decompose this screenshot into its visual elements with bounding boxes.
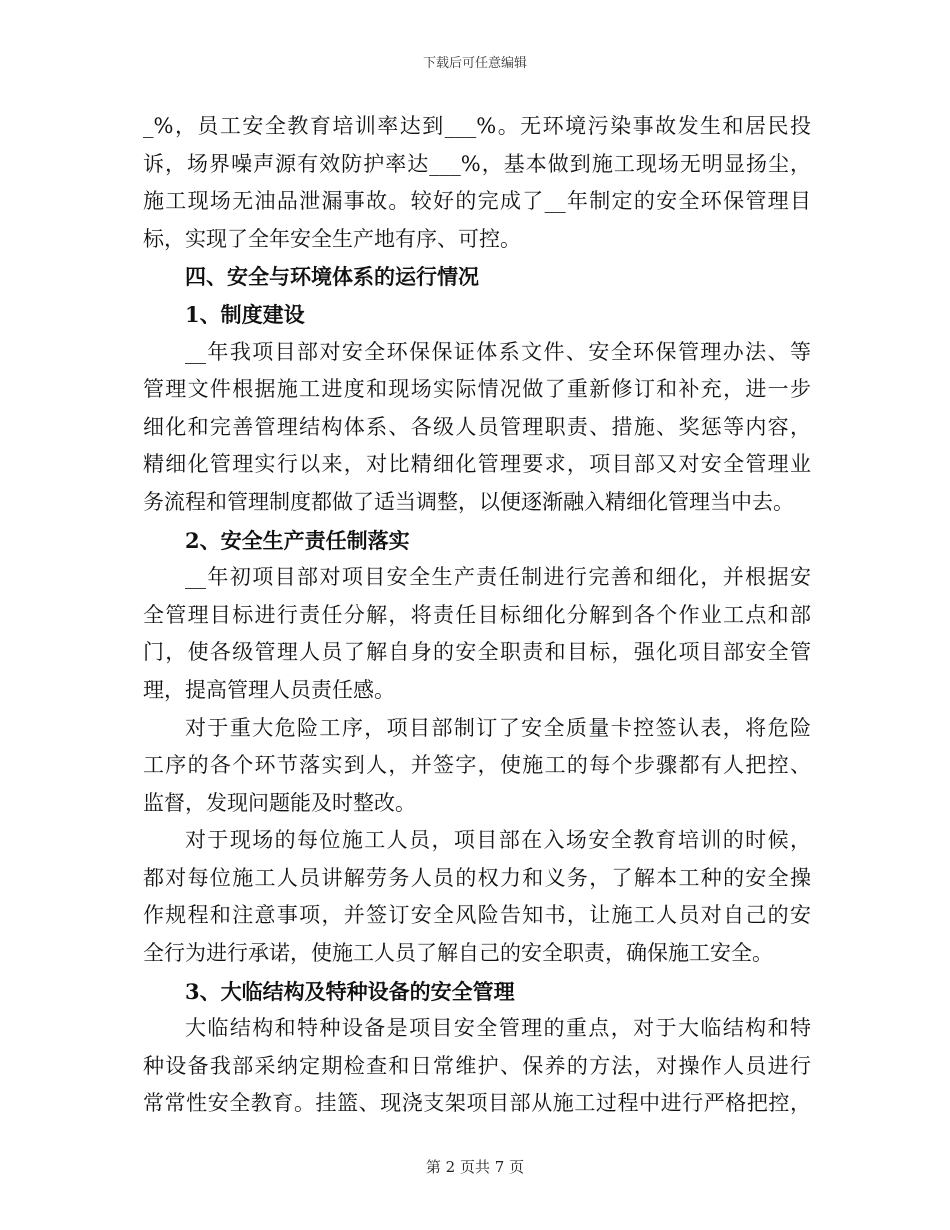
text-line: 对于重大危险工序，项目部制订了安全质量卡控签认表，将危险 (185, 715, 811, 740)
text-line: 务流程和管理制度都做了适当调整，以便逐渐融入精细化管理当中去。 (143, 489, 794, 514)
text-line: 都对每位施工人员讲解劳务人员的权力和义务，了解本工种的安全操 (143, 865, 811, 890)
text-line: 对于现场的每位施工人员，项目部在入场安全教育培训的时候， (185, 828, 811, 853)
text-line: __年我项目部对安全环保保证体系文件、安全环保管理办法、等 (185, 339, 811, 364)
text-line: 管理文件根据施工进度和现场实际情况做了重新修订和补充，进一步 (143, 377, 811, 402)
text-line: 工序的各个环节落实到人，并签字，使施工的每个步骤都有人把控、 (143, 753, 811, 778)
text-line: 标，实现了全年安全生产地有序、可控。 (143, 226, 521, 251)
text-line: 全行为进行承诺，使施工人员了解自己的安全职责，确保施工安全。 (143, 941, 773, 966)
text-line: 门，使各级管理人员了解自身的安全职责和目标，强化项目部安全管 (143, 640, 811, 665)
text-line: 施工现场无油品泄漏事故。较好的完成了__年制定的安全环保管理目 (143, 189, 811, 214)
text-line: 监督，发现问题能及时整改。 (143, 790, 416, 815)
document-body (143, 108, 811, 1123)
section-heading: 四、安全与环境体系的运行情况 (185, 264, 479, 290)
subsection-heading: 2、安全生产责任制落实 (185, 527, 410, 553)
text-line: 大临结构和特种设备是项目安全管理的重点，对于大临结构和特 (185, 1016, 811, 1041)
text-line: 理，提高管理人员责任感。 (143, 677, 395, 702)
text-line: __年初项目部对项目安全生产责任制进行完善和细化，并根据安 (185, 565, 811, 590)
text-line: _%，员工安全教育培训率达到___%。无环境污染事故发生和居民投 (143, 114, 811, 138)
page-footer: 第 2 页共 7 页 (425, 1158, 525, 1176)
text-line: 作规程和注意事项，并签订安全风险告知书，让施工人员对自己的安 (143, 903, 811, 928)
text-line: 全管理目标进行责任分解，将责任目标细化分解到各个作业工点和部 (143, 602, 811, 627)
text-line: 细化和完善管理结构体系、各级人员管理职责、措施、奖惩等内容， (143, 414, 811, 439)
text-line: 诉，场界噪声源有效防护率达___%，基本做到施工现场无明显扬尘， (143, 151, 811, 176)
page-header: 下载后可任意编辑 (422, 56, 527, 71)
text-line: 精细化管理实行以来，对比精细化管理要求，项目部又对安全管理业 (143, 452, 811, 477)
text-line: 种设备我部采纳定期检查和日常维护、保养的方法，对操作人员进行 (143, 1053, 811, 1078)
subsection-heading: 1、制度建设 (185, 301, 305, 327)
subsection-heading: 3、大临结构及特种设备的安全管理 (185, 978, 515, 1004)
text-line: 常常性安全教育。挂篮、现浇支架项目部从施工过程中进行严格把控， (143, 1091, 811, 1116)
